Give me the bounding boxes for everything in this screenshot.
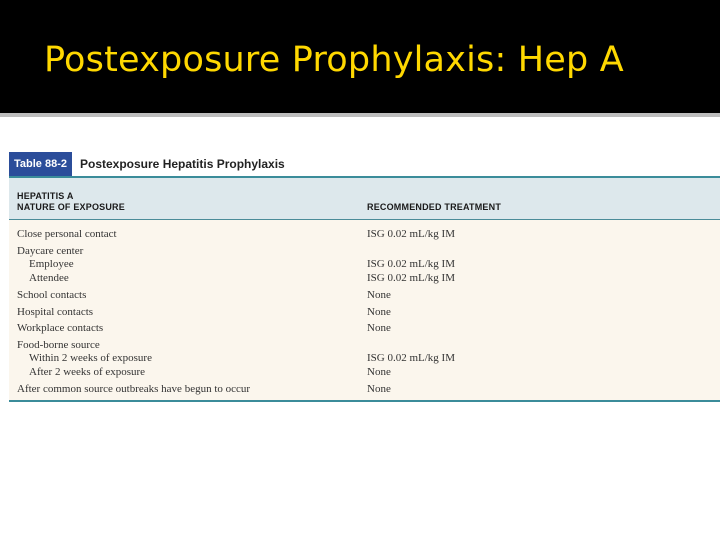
table-caption: Postexposure Hepatitis Prophylaxis [80,157,285,171]
table-row-exposure: Daycare center [17,245,84,257]
table-row-exposure: Within 2 weeks of exposure [29,352,152,364]
table-row-treatment: None [367,289,391,301]
table-row-exposure: Attendee [29,272,69,284]
slide-title: Postexposure Prophylaxis: Hep A [44,40,624,80]
column-header-exposure: NATURE OF EXPOSURE [17,202,125,212]
table-row-exposure: After common source outbreaks have begun to occur [17,383,251,395]
table-row-treatment: ISG 0.02 mL/kg IM [367,258,455,270]
table-header [9,178,720,220]
table-section-label: HEPATITIS A [17,191,74,201]
table-row-treatment: None [367,306,391,318]
prophylaxis-table [9,176,720,402]
table-row-treatment: ISG 0.02 mL/kg IM [367,228,455,240]
table-row-exposure: Food-borne source [17,339,100,351]
table-row-treatment: ISG 0.02 mL/kg IM [367,352,455,364]
table-row-exposure: After 2 weeks of exposure [29,366,146,378]
title-divider-highlight [0,117,720,120]
table-row-treatment: None [367,322,391,334]
table-row-exposure: Close personal contact [17,228,117,240]
table-row-exposure: Employee [29,258,74,270]
column-header-treatment: RECOMMENDED TREATMENT [367,202,502,212]
table-row-treatment: None [367,366,391,378]
table-row-exposure: School contacts [17,289,87,301]
table-number-badge: Table 88-2 [9,152,72,176]
table-row-treatment: None [367,383,391,395]
title-bar [0,0,720,113]
table-row-treatment: ISG 0.02 mL/kg IM [367,272,455,284]
table-row-exposure: Hospital contacts [17,306,94,318]
table-row-exposure: Workplace contacts [17,322,104,334]
